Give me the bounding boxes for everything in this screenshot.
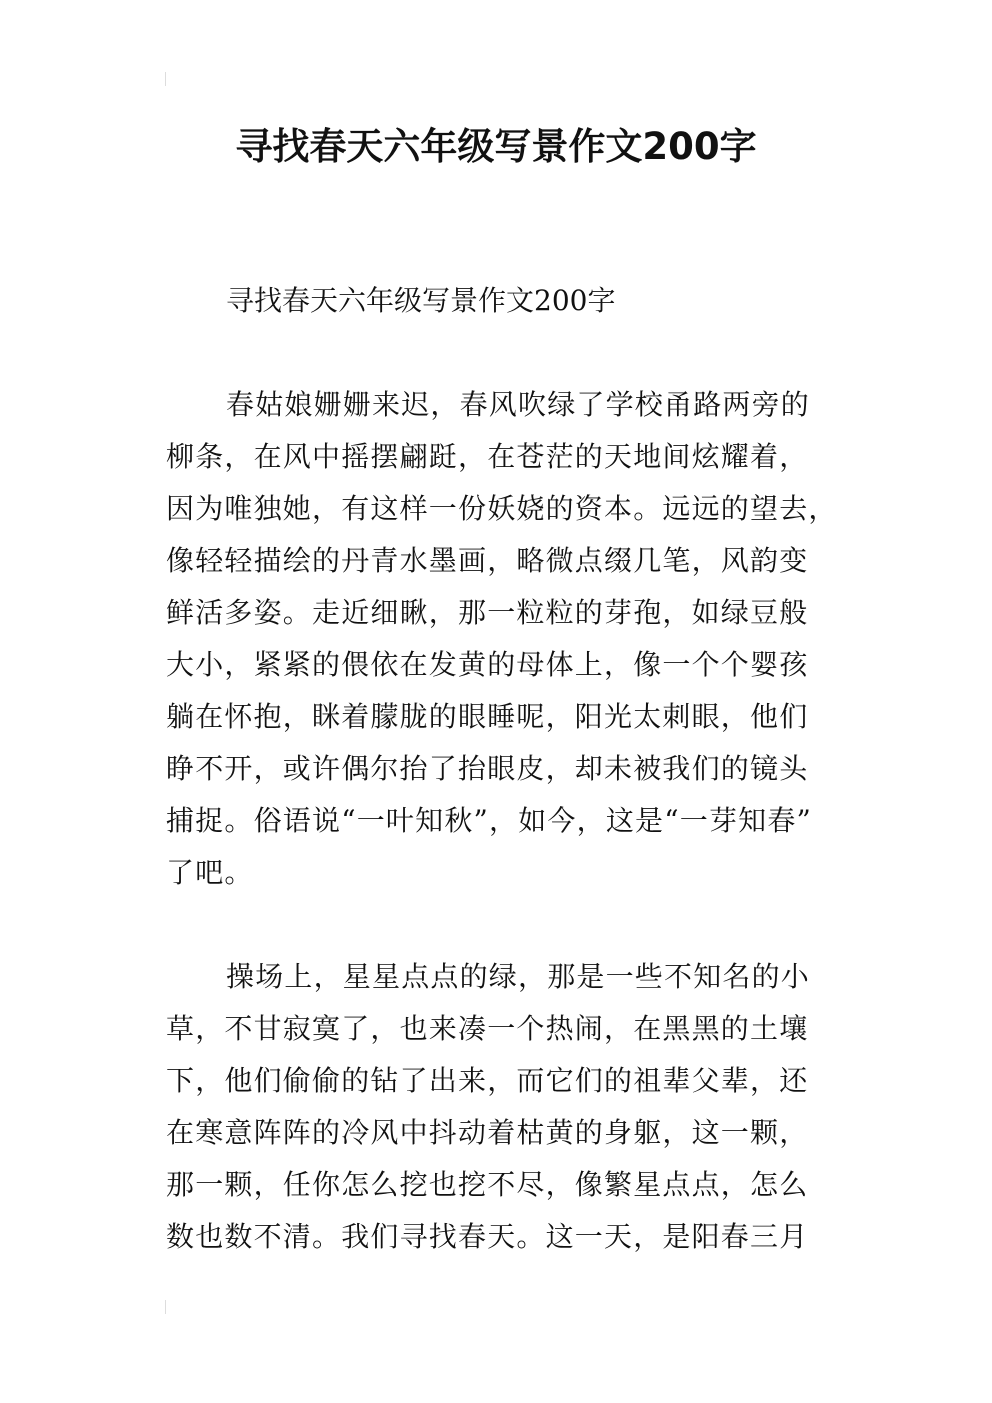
page-corner-mark	[165, 1300, 166, 1314]
paragraph-line: 操场上，星星点点的绿，那是一些不知名的小	[226, 960, 811, 993]
paragraph-line: 像轻轻描绘的丹青水墨画，略微点缀几笔，风韵变	[166, 544, 809, 577]
paragraph-line: 鲜活多姿。走近细瞅，那一粒粒的芽孢，如绿豆般	[166, 596, 809, 629]
page-corner-mark	[165, 72, 166, 86]
document-subtitle: 寻找春天六年级写景作文200字	[226, 284, 616, 317]
paragraph-line: 草，不甘寂寞了，也来凑一个热闹，在黑黑的土壤	[166, 1012, 809, 1045]
paragraph-line: 大小，紧紧的偎依在发黄的母体上，像一个个婴孩	[166, 648, 809, 681]
paragraph-line: 在寒意阵阵的冷风中抖动着枯黄的身躯，这一颗，	[166, 1116, 809, 1149]
paragraph-line: 数也数不清。我们寻找春天。这一天，是阳春三月	[166, 1220, 809, 1253]
paragraph-line: 那一颗，任你怎么挖也挖不尽，像繁星点点，怎么	[166, 1168, 809, 1201]
paragraph-line: 春姑娘姗姗来迟，春风吹绿了学校甬路两旁的	[226, 388, 811, 421]
document-title: 寻找春天六年级写景作文200字	[235, 125, 757, 168]
paragraph-line: 因为唯独她，有这样一份妖娆的资本。远远的望去，	[166, 492, 838, 525]
paragraph-line: 下，他们偷偷的钻了出来，而它们的祖辈父辈，还	[166, 1064, 809, 1097]
paragraph-line: 睁不开，或许偶尔抬了抬眼皮，却未被我们的镜头	[166, 752, 809, 785]
paragraph-line: 了吧。	[166, 856, 254, 889]
paragraph-line: 柳条，在风中摇摆翩跹，在苍茫的天地间炫耀着，	[166, 440, 809, 473]
paragraph-line: 捕捉。俗语说“一叶知秋”，如今，这是“一芽知春”	[166, 804, 813, 837]
paragraph-line: 躺在怀抱，眯着朦胧的眼睡呢，阳光太刺眼，他们	[166, 700, 809, 733]
